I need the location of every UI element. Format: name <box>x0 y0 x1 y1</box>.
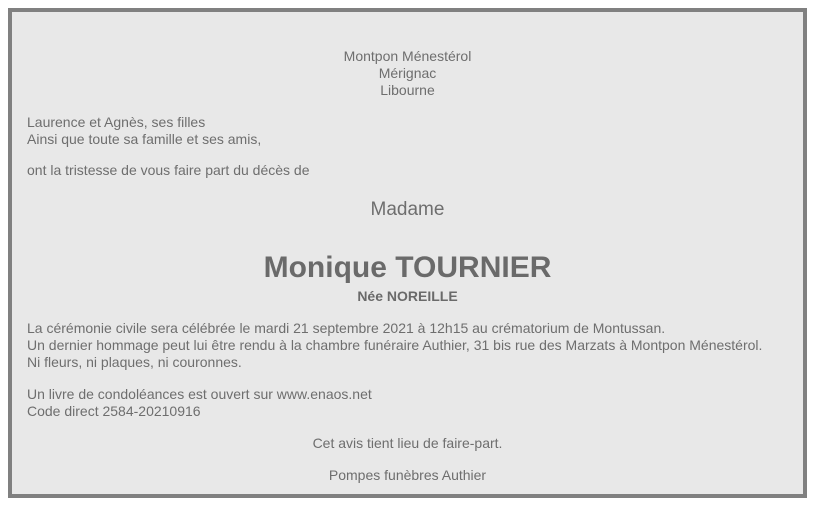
towns-header <box>12 48 803 99</box>
ceremony-block <box>27 320 762 371</box>
faire-part-note-text: Cet avis tient lieu de faire-part. <box>312 435 503 451</box>
family-relatives: Ainsi que toute sa famille et ses amis, <box>27 131 262 147</box>
family-block <box>27 114 261 148</box>
family-daughters: Laurence et Agnès, ses filles <box>27 114 206 130</box>
ceremony-tribute: Un dernier hommage peut lui être rendu à la chambre funéraire Authier, 31 bis rue des Marzats à Montpon Ménestérol. <box>27 337 763 353</box>
announcement-line: ont la tristesse de vous faire part du décès de <box>27 162 310 178</box>
town-name: Montpon Ménestérol <box>343 48 472 64</box>
ceremony-details: La cérémonie civile sera célébrée le mardi 21 septembre 2021 à 12h15 au crématorium de Montussan. <box>27 320 666 336</box>
condolences-code: Code direct 2584-20210916 <box>27 403 201 419</box>
deceased-name: Monique TOURNIER <box>263 251 552 284</box>
announcement-text <box>27 162 310 179</box>
faire-part-note <box>12 435 803 452</box>
obituary-notice <box>8 8 807 498</box>
condolences-website: Un livre de condoléances est ouvert sur www.enaos.net <box>27 386 372 402</box>
town-name: Mérignac <box>378 65 437 81</box>
ceremony-no-flowers: Ni fleurs, ni plaques, ni couronnes. <box>27 354 242 370</box>
condolences-block <box>27 386 372 420</box>
deceased-civility: Madame <box>370 199 445 220</box>
town-name: Libourne <box>380 82 435 98</box>
funeral-home <box>12 467 803 484</box>
funeral-home-name: Pompes funèbres Authier <box>328 467 487 483</box>
deceased-maiden-name: Née NOREILLE <box>357 288 458 304</box>
